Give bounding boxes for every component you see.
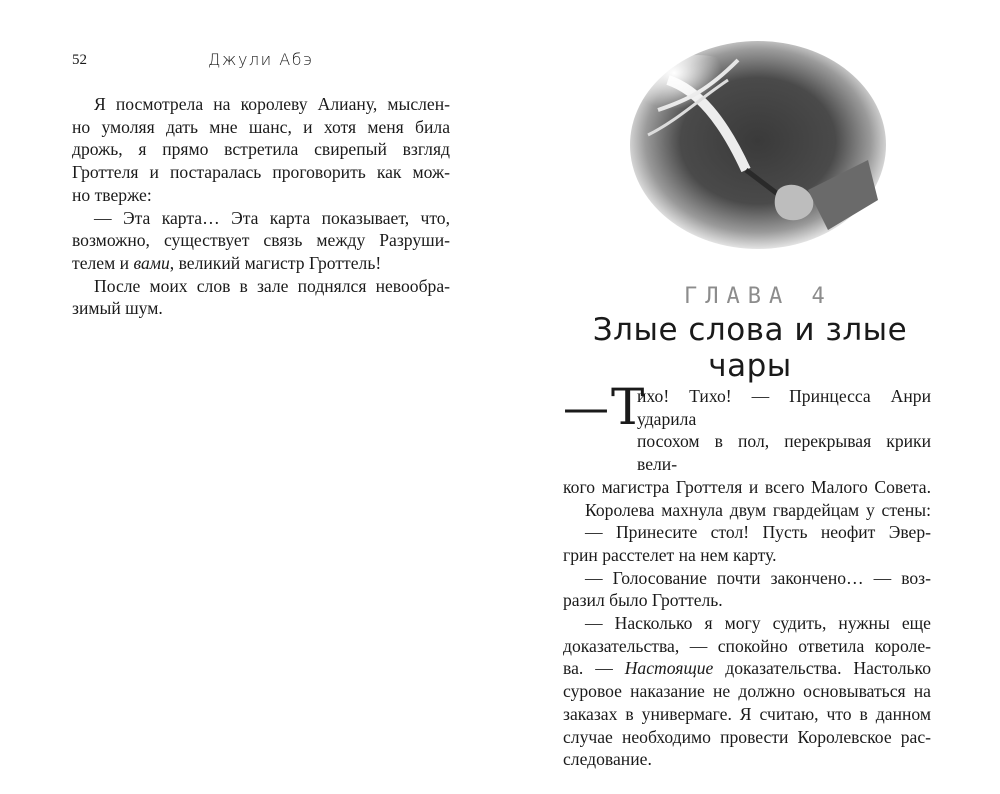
text-line: [72, 252, 450, 275]
text-line: — Насколько я могу судить, нужны еще: [585, 613, 931, 634]
text-line: После моих слов в зале поднялся невообра-: [94, 275, 450, 296]
italic-word: вами: [133, 252, 170, 273]
text-fragment: ва. —: [563, 658, 613, 679]
page-number: 52: [72, 52, 87, 68]
text-fragment: , великий магистр Гроттель!: [169, 252, 382, 273]
text-line: — Голосование почти закончено… — воз-: [585, 567, 931, 588]
text-fragment: телем и: [72, 252, 130, 273]
drop-cap: [563, 378, 645, 436]
text-line: Гроттеля и постаралась проговорить как мож-: [72, 162, 450, 183]
drop-dash: —: [563, 380, 609, 434]
text-line: возможно, существует связь между Разруши-: [72, 230, 450, 251]
text-line: следование.: [563, 749, 652, 770]
chapter-vignette-illustration: [628, 40, 888, 250]
left-body-text: [72, 93, 450, 320]
text-line: кого магистра Гроттеля и всего Малого Совета.: [563, 476, 931, 497]
text-line: но умоляя дать мне шанс, и хотя меня била: [72, 116, 450, 137]
text-line: случае необходимо провести Королевское рас-: [563, 726, 931, 747]
chapter-title: Злые слова и злые чары: [592, 312, 908, 384]
text-line: но тверже:: [72, 184, 152, 205]
text-line: дрожь, я прямо встретила свирепый взгляд: [72, 139, 450, 160]
running-head: Джули Абэ: [208, 50, 314, 69]
right-body-text: [563, 378, 931, 771]
chapter-label: ГЛАВА 4: [684, 284, 833, 309]
drop-cap-letter: Т: [611, 378, 645, 436]
drop-cap-block: [563, 378, 931, 476]
text-line: Королева махнула двум гвардейцам у стены:: [585, 499, 931, 520]
right-page: [500, 0, 1000, 794]
text-line: разил было Гроттель.: [563, 590, 723, 611]
text-line: — Эта карта… Эта карта показывает, что,: [94, 207, 450, 228]
text-line: заказах в универмаге. Я считаю, что в данном: [563, 703, 931, 724]
text-line: доказательства, — спокойно ответила короле-: [563, 635, 931, 656]
text-line: [563, 657, 931, 680]
text-fragment: доказательства. Настолько: [713, 658, 931, 679]
text-line: грин расстелет на нем карту.: [563, 544, 777, 565]
text-line: суровое наказание не должно основываться на: [563, 681, 931, 702]
drop-lines: [637, 385, 931, 476]
text-line: Я посмотрела на королеву Алиану, мыслен-: [94, 94, 450, 114]
text-line: посохом в пол, перекрывая крики вели-: [637, 431, 931, 475]
text-line: зимый шум.: [72, 298, 163, 319]
italic-word: Настоящие: [624, 658, 714, 679]
text-line: ихо! Тихо! — Принцесса Анри ударила: [637, 386, 931, 429]
text-line: — Принесите стол! Пусть неофит Эвер-: [585, 522, 931, 543]
